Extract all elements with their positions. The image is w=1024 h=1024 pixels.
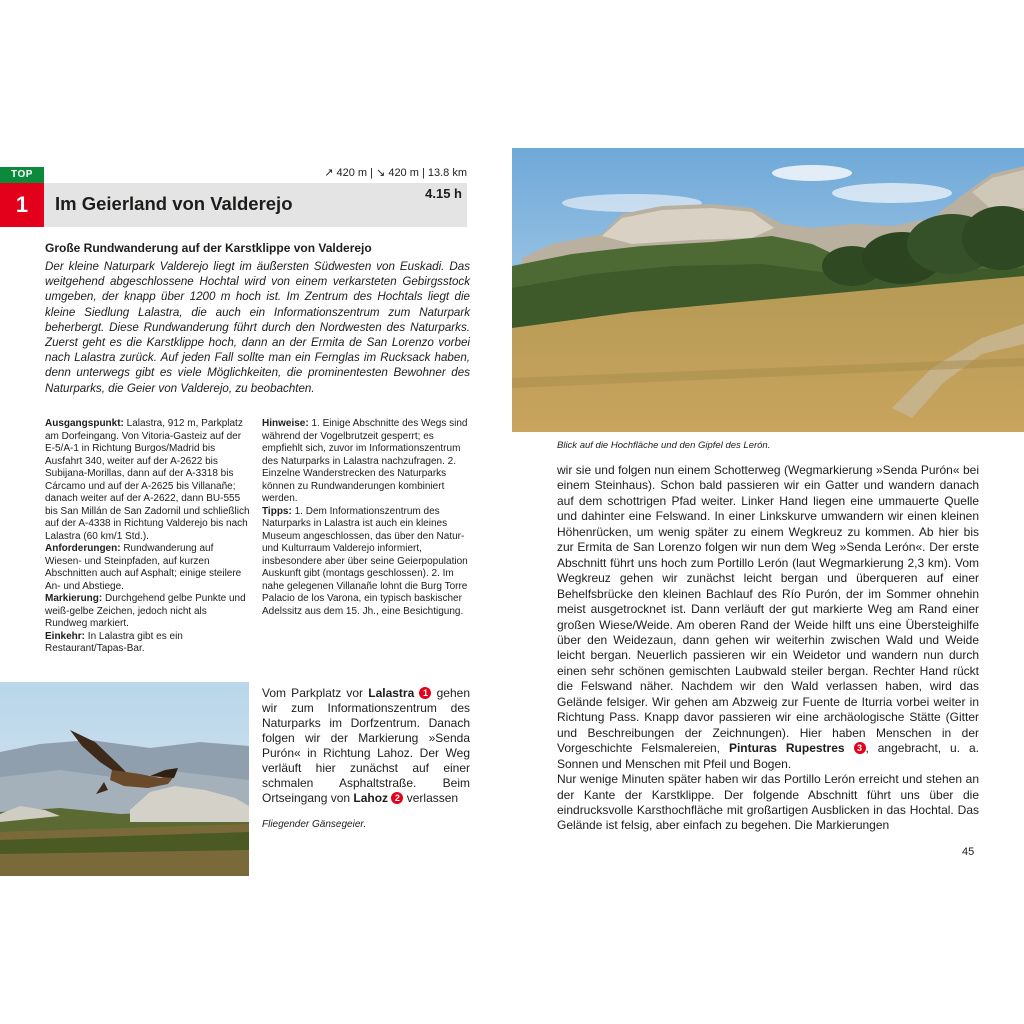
- info-requirements: [45, 543, 250, 593]
- waypoint-marker-1: 1: [419, 687, 431, 699]
- info-start-text: Lalastra, 912 m, Parkplatz am Dorfeingang. Von Vitoria-Gasteiz auf der E-5/A-1 in Richtung Burgos/Madrid bis Ausfahrt 340, weiter auf der A-2622 bis Subijana-Morillas, dann auf der A-3318 bis Cárcamo und auf der A-2625 bis Villanañe; danach weiter auf der A-2622, dann BU-555 bis San Millán de San Zadornil und schließlich auf der A-4338 in Richtung Valderejo bis nach Lalastra (60 km/1 Std.).: [45, 418, 250, 542]
- info-start-label: Ausgangspunkt:: [45, 418, 124, 429]
- place-lalastra: Lalastra: [368, 686, 415, 700]
- landscape-photo-illustration: [512, 148, 1024, 432]
- route-text-segment: verlassen: [403, 791, 459, 805]
- info-notes-text: 1. Einige Abschnitte des Wegs sind während der Vogelbrutzeit gesperrt; es empfiehlt sich, zuvor im Informationszentrum des Naturparks in Lalastra nachzufragen. 2. Einzelne Wanderstrecken des Naturparks können zu Rundwanderungen kombiniert werden.: [262, 418, 468, 504]
- route-text-segment: Vom Parkplatz vor: [262, 686, 369, 700]
- vulture-photo: [0, 682, 249, 876]
- tour-number-badge: 1: [0, 183, 44, 227]
- info-column-right: [262, 418, 470, 618]
- info-tips-text: 1. Dem Informationszentrum des Naturparks in Lalastra ist auch ein kleines Museum angeschlossen, das über den Natur- und Kulturraum Valderejo informiert, insbesondere aber über seine Geierpopulation Auskunft gibt (montags geschlossen). 2. Im nahe gelegenen Villanañe lohnt die Burg Torre Palacio de los Varona, ein typisch baskischer Adelssitz aus dem 15. Jh., eine Besichtigung.: [262, 505, 468, 617]
- page-number: 45: [962, 846, 975, 858]
- info-marking-text: Durchgehend gelbe Punkte und weiß-gelbe Zeichen, jedoch nicht als Rundweg markiert.: [45, 593, 246, 629]
- waypoint-marker-3: 3: [854, 742, 866, 754]
- place-lahoz: Lahoz: [353, 791, 389, 805]
- info-notes-label: Hinweise:: [262, 418, 309, 429]
- info-tips-label: Tipps:: [262, 505, 292, 517]
- route-text-paragraph: Nur wenige Minuten später haben wir das Portillo Lerón erreicht und stehen an der Kante der Karstklippe. Der folgende Abschnitt führt uns über die eindrucksvolle Karsthochfläche mit großartigen Ausblicken in das Hochtal. Das Gelände ist felsig, aber einfach zu begehen. Die Markierungen: [557, 772, 979, 833]
- route-text-continued: [557, 463, 979, 834]
- place-pinturas-rupestres: Pinturas Rupestres: [728, 741, 845, 756]
- route-text-start: [262, 686, 470, 806]
- tour-subtitle: Große Rundwanderung auf der Karstklippe von Valderejo: [45, 241, 372, 255]
- tour-duration: 4.15 h: [425, 186, 462, 201]
- info-requirements-label: Anforderungen:: [45, 543, 121, 554]
- waypoint-marker-2: 2: [391, 792, 403, 804]
- info-tips: [262, 506, 470, 619]
- info-stop: [45, 631, 250, 656]
- route-text-segment: wir sie und folgen nun einem Schotterweg (Wegmarkierung »Senda Purón« bei einem Steinhaus). Schon bald passieren wir ein Gatter und wandern danach auf dem schottrigen Pfad weiter. Linker Hand liegen eine ummauerte Quelle und dahinter eine Felswand. In einer Linkskurve umwandern wir einen kleinen Höhenrücken, um wenig später zu einem Wegkreuz zu kommen. Ab hier bis zur Ermita de San Lorenzo folgen wir nun dem Weg »Senda Lerón«. Der erste Abschnitt führt uns hoch zum Portillo Lerón (laut Wegmarkierung 2,3 km). Vom Wegkreuz gehen wir zunächst leicht bergan und überqueren auf einer Behelfsbrücke den kleinen Bachlauf des Río Purón, der im Sommer ohnehin meist ausgetrocknet ist. Dann verläuft der gut markierte Weg am Rand einer großen Wiese/Weide. Am oberen Rand der Weide hilft uns eine Übersteighilfe über den Weidezaun, dann gehen wir weiterhin zwischen Wald und Weide leicht bergan. Neuerlich passieren wir ein Weidetor und wandern nun durch einen sehr schönen gemischten Laubwald steiler bergan. Rechter Hand rückt die Felswand näher. Nachdem wir den Wald verlassen haben, wird das Gelände felsiger. Wir gehen am Abzweig zur Fuente de Iturria vorbei weiter in Richtung Pass. Knapp davor passieren wir eine archäologische Stätte (Gitter und Beschreibungen der Zeichnungen). Hier haben Menschen in der Vorgeschichte Felsmalereien,: [557, 463, 979, 756]
- info-notes: [262, 418, 470, 506]
- info-stop-text: In Lalastra gibt es ein Restaurant/Tapas-Bar.: [45, 630, 183, 654]
- page-title: Im Geierland von Valderejo: [55, 193, 293, 214]
- info-start: [45, 418, 250, 543]
- info-column-left: [45, 418, 250, 656]
- route-text-segment: , angebracht, u. a. Sonnen und Menschen mit Pfeil und Bogen.: [557, 741, 980, 771]
- info-marking-label: Markierung:: [45, 593, 103, 604]
- landscape-photo-caption: Blick auf die Hochfläche und den Gipfel des Lerón.: [557, 440, 771, 451]
- top-badge: TOP: [0, 167, 44, 183]
- title-bar: [44, 183, 467, 227]
- route-text-segment: gehen wir zum Informationszentrum des Naturparks im Dorfzentrum. Danach folgen wir der Markierung »Senda Purón« in Richtung Lahoz. Der Weg verläuft hier zunächst auf einer schmalen Asphaltstraße. Beim Ortseingang von: [262, 686, 470, 805]
- vulture-photo-illustration: [0, 682, 249, 876]
- info-stop-label: Einkehr:: [45, 630, 86, 642]
- vulture-photo-caption: Fliegender Gänsegeier.: [262, 819, 367, 830]
- info-marking: [45, 593, 250, 631]
- tour-stats: ↗ 420 m | ↘ 420 m | 13.8 km: [324, 167, 467, 179]
- intro-text: Der kleine Naturpark Valderejo liegt im äußersten Südwesten von Euskadi. Das weitgehend abgeschlossene Hochtal wird von einem verkarsteten Gebirgsstock umgeben, der knapp über 1200 m hoch ist. Im Zentrum des Hochtals liegt die kleine Siedlung Lalastra, die auch ein Informationszentrum zum Naturpark beherbergt. Diese Rundwanderung führt durch den Nordwesten des Naturparks. Zuerst geht es die Karstklippe hoch, dann an der Ermita de San Lorenzo vorbei nach Lalastra zurück. Auf jeden Fall sollte man ein Fernglas im Rucksack haben, denn unterwegs gibt es viele Möglichkeiten, die prominentesten Bewohner des Naturparks, die Geier von Valderejo, zu beobachten.: [45, 260, 470, 395]
- landscape-photo: [512, 148, 1024, 432]
- info-requirements-text: Rundwanderung auf Wiesen- und Steinpfaden, auf kurzen Abschnitten auch auf Asphalt; einige steilere An- und Abstiege.: [45, 543, 242, 592]
